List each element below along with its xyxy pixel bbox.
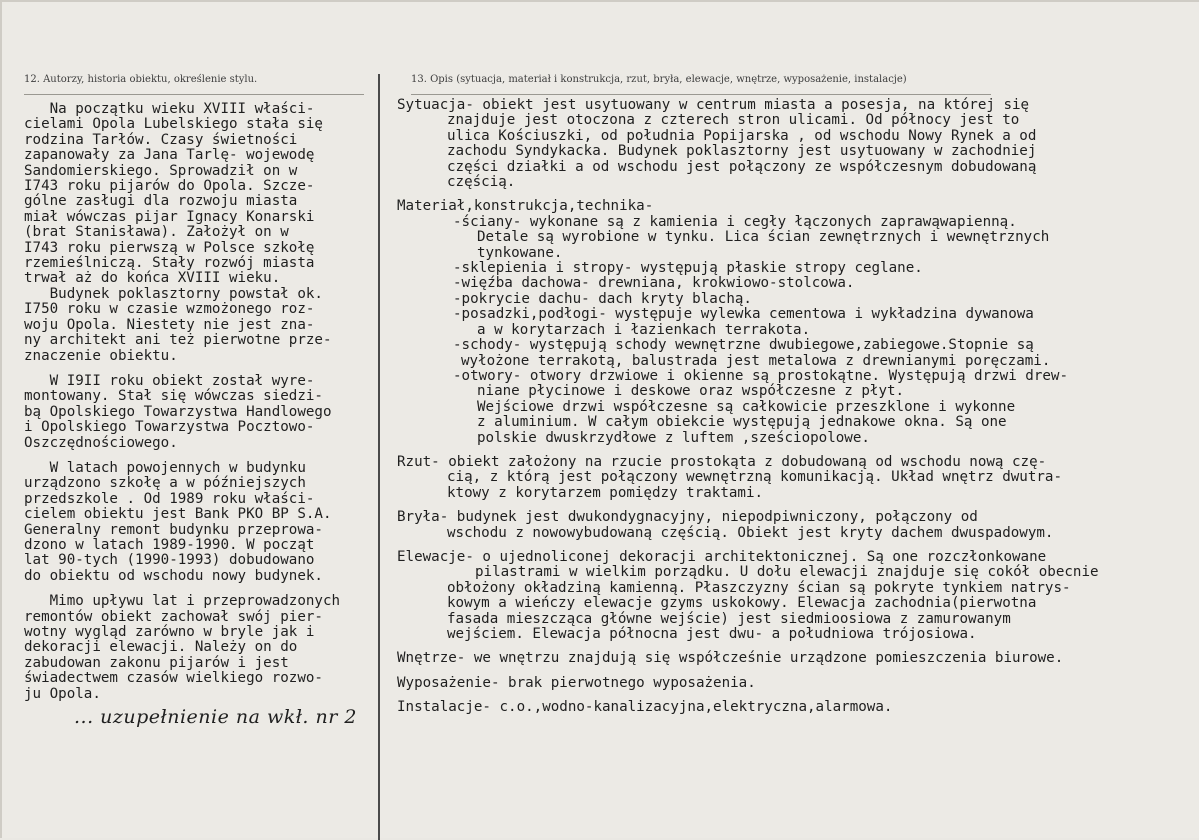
description-section bbox=[397, 199, 1197, 446]
text-line: -sklepienia i stropy- występują płaskie stropy ceglane. bbox=[453, 260, 923, 277]
text-line: Elewacje- o ujednoliconej dekoracji architektonicznej. Są one rozczłonkowane bbox=[397, 548, 1047, 565]
text-line: dekoracji elewacji. Należy on do bbox=[24, 639, 298, 656]
text-line: rodzina Tarłów. Czasy świetności bbox=[24, 131, 298, 148]
text-line: Wyposażenie- brak pierwotnego wyposażenia. bbox=[397, 674, 756, 691]
text-line: -ściany- wykonane są z kamienia i cegły łączonych zaprawąwapienną. bbox=[453, 213, 1017, 230]
text-line: W latach powojennych w budynku bbox=[24, 459, 306, 476]
text-line: I750 roku w czasie wzmożonego roz- bbox=[24, 301, 315, 318]
text-line: miał wówczas pijar Ignacy Konarski bbox=[24, 208, 315, 225]
text-line: Sytuacja- obiekt jest usytuowany w centrum miasta a posesja, na której się bbox=[397, 97, 1030, 113]
text-line: częścią. bbox=[447, 174, 516, 191]
text-line: zachodu Syndykacka. Budynek poklasztorny jest usytuowany w zachodniej bbox=[447, 143, 1037, 160]
text-line: montowany. Stał się wówczas siedzi- bbox=[24, 388, 323, 405]
text-line: wyłożone terrakotą, balustrada jest metalowa z drewnianymi poręczami. bbox=[461, 352, 1051, 369]
history-paragraph bbox=[24, 461, 382, 584]
header-underline bbox=[24, 94, 364, 95]
text-line: urządzono szkołę a w późniejszych bbox=[24, 475, 306, 492]
text-line: Materiał,konstrukcja,technika- bbox=[397, 198, 654, 215]
text-line: wschodu z nowowybudowaną częścią. Obiekt jest kryty dachem dwuspadowym. bbox=[447, 524, 1054, 541]
text-line: polskie dwuskrzydłowe z luftem ,sześciopolowe. bbox=[477, 429, 870, 446]
text-line: do obiektu od wschodu nowy budynek. bbox=[24, 567, 323, 584]
description-text bbox=[397, 98, 1197, 716]
text-line: gólne zasługi dla rozwoju miasta bbox=[24, 193, 298, 210]
text-line: rzemieślniczą. Stały rozwój miasta bbox=[24, 255, 315, 272]
history-paragraph bbox=[24, 102, 382, 364]
text-line: zapanowały za Jana Tarlę- wojewodę bbox=[24, 147, 315, 164]
text-line: W I9II roku obiekt został wyre- bbox=[24, 372, 315, 389]
text-line: a w korytarzach i łazienkach terrakota. bbox=[477, 321, 811, 338]
text-line: fasada mieszcząca główne wejście) jest siedmioosiowa z zamurowanym bbox=[447, 610, 1011, 627]
text-line: Generalny remont budynku przeprowa- bbox=[24, 521, 323, 538]
text-line: dzono w latach 1989-1990. W począt bbox=[24, 536, 315, 553]
text-line: tynkowane. bbox=[477, 244, 563, 261]
text-line: Budynek poklasztorny powstał ok. bbox=[24, 285, 323, 302]
text-line: Detale są wyrobione w tynku. Lica ścian zewnętrznych i wewnętrznych bbox=[477, 229, 1050, 246]
text-line: remontów obiekt zachował swój pier- bbox=[24, 608, 323, 625]
text-line: bą Opolskiego Towarzystwa Handlowego bbox=[24, 403, 332, 420]
text-line: -schody- występują schody wewnętrzne dwubiegowe,zabiegowe.Stopnie są bbox=[453, 337, 1034, 354]
text-line: ktowy z korytarzem pomiędzy traktami. bbox=[447, 484, 764, 501]
description-column bbox=[380, 2, 1199, 840]
history-column bbox=[2, 2, 378, 840]
text-line: Sandomierskiego. Sprowadził on w bbox=[24, 162, 298, 179]
text-line: świadectwem czasów wielkiego rozwo- bbox=[24, 670, 323, 687]
description-section bbox=[397, 700, 1197, 715]
text-line: Na początku wieku XVIII właści- bbox=[24, 101, 315, 117]
text-line: Rzut- obiekt założony na rzucie prostokąta z dobudowaną od wschodu nową czę- bbox=[397, 453, 1047, 470]
text-line: ju Opola. bbox=[24, 685, 101, 702]
history-text bbox=[24, 102, 382, 702]
text-line: Mimo upływu lat i przeprowadzonych bbox=[24, 593, 341, 610]
text-line: wotny wygląd zarówno w bryle jak i bbox=[24, 624, 315, 640]
description-section bbox=[397, 550, 1197, 642]
text-line: wejściem. Elewacja północna jest dwu- a południowa trójosiowa. bbox=[447, 626, 977, 642]
text-line: ny architekt ani też pierwotne prze- bbox=[24, 332, 332, 349]
text-line: cią, z którą jest połączony wewnętrzną komunikacją. Układ wnętrz dwutra- bbox=[447, 469, 1062, 486]
description-section bbox=[397, 676, 1197, 691]
text-line: Bryła- budynek jest dwukondygnacyjny, niepodpiwniczony, połączony od bbox=[397, 509, 978, 526]
text-line: trwał aż do końca XVIII wieku. bbox=[24, 270, 281, 287]
description-section bbox=[397, 98, 1197, 190]
text-line: I743 roku pijarów do Opola. Szcze- bbox=[24, 178, 315, 195]
text-line: z aluminium. W całym obiekcie występują jednakowe okna. Są one bbox=[477, 414, 1007, 431]
text-line: kowym a wieńczy elewacje gzyms uskokowy. Elewacja zachodnia(pierwotna bbox=[447, 595, 1037, 612]
text-line: cielem obiektu jest Bank PKO BP S.A. bbox=[24, 506, 332, 523]
header-underline bbox=[411, 94, 991, 95]
history-paragraph bbox=[24, 594, 382, 702]
text-line: cielami Opola Lubelskiego stała się bbox=[24, 116, 323, 133]
text-line: i Opolskiego Towarzystwa Pocztowo- bbox=[24, 419, 315, 436]
text-line: -otwory- otwory drzwiowe i okienne są prostokątne. Występują drzwi drew- bbox=[453, 367, 1068, 384]
text-line: znaczenie obiektu. bbox=[24, 347, 178, 364]
text-line: Oszczędnościowego. bbox=[24, 434, 178, 451]
text-line: (brat Stanisława). Założył on w bbox=[24, 224, 289, 241]
handwritten-note: ... uzupełnienie na wkł. nr 2 bbox=[74, 706, 357, 728]
text-line: lat 90-tych (1990-1993) dobudowano bbox=[24, 552, 315, 569]
text-line: Wnętrze- we wnętrzu znajdują się współcześnie urządzone pomieszczenia biurowe. bbox=[397, 650, 1064, 667]
text-line: pilastrami w wielkim porządku. U dołu elewacji znajduje się cokół obecnie bbox=[475, 564, 1099, 581]
text-line: obłożony okładziną kamienną. Płaszczyzny ścian są pokryte tynkiem natrys- bbox=[447, 579, 1071, 596]
text-line: znajduje jest otoczona z czterech stron ulicami. Od północy jest to bbox=[447, 112, 1020, 129]
text-line: zabudowan zakonu pijarów i jest bbox=[24, 654, 289, 671]
description-header: 13. Opis (sytuacja, materiał i konstrukcja, rzut, bryła, elewacje, wnętrze, wyposażenie, instalacje) bbox=[411, 74, 907, 85]
text-line: -pokrycie dachu- dach kryty blachą. bbox=[453, 290, 752, 307]
description-section bbox=[397, 510, 1197, 541]
text-line: woju Opola. Niestety nie jest zna- bbox=[24, 316, 315, 333]
text-line: -posadzki,podłogi- występuje wylewka cementowa i wykładzina dywanowa bbox=[453, 306, 1034, 323]
text-line: -więźba dachowa- drewniana, krokwiowo-stolcowa. bbox=[453, 275, 855, 292]
description-section bbox=[397, 455, 1197, 501]
text-line: Wejściowe drzwi współczesne są całkowicie przeszklone i wykonne bbox=[477, 398, 1016, 415]
history-header: 12. Autorzy, historia obiektu, określenie stylu. bbox=[24, 74, 258, 85]
text-line: Instalacje- c.o.,wodno-kanalizacyjna,elektryczna,alarmowa. bbox=[397, 699, 893, 716]
history-paragraph bbox=[24, 374, 382, 451]
text-line: przedszkole . Od 1989 roku właści- bbox=[24, 490, 315, 507]
description-section bbox=[397, 651, 1197, 666]
text-line: ulica Kościuszki, od południa Popijarska , od wschodu Nowy Rynek a od bbox=[447, 127, 1037, 144]
text-line: części działki a od wschodu jest połączony ze współczesnym dobudowaną bbox=[447, 158, 1037, 175]
text-line: I743 roku pierwszą w Polsce szkołę bbox=[24, 239, 315, 256]
text-line: niane płycinowe i deskowe oraz współczesne z płyt. bbox=[477, 383, 905, 400]
